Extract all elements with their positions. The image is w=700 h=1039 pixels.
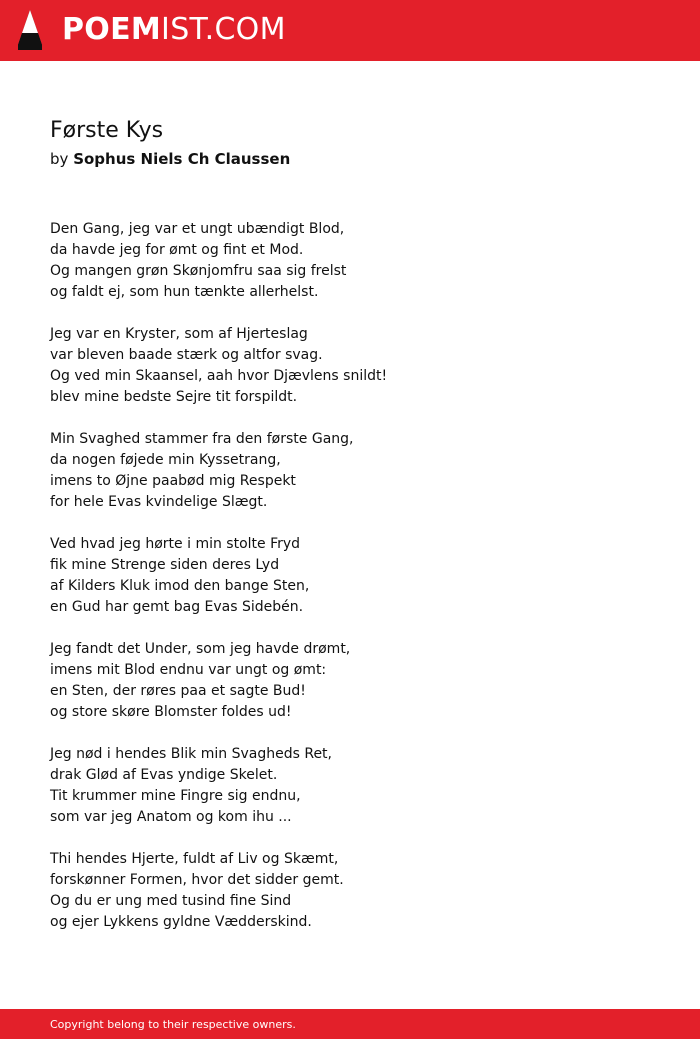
logo-bold-text: POEM [62,12,162,47]
poem-line: Ved hvad jeg hørte i min stolte Fryd [50,536,301,552]
poem-line: en Gud har gemt bag Evas Sidebén. [50,599,304,615]
poem-title: Første Kys [50,118,164,143]
poem-line: Og du er ung med tusind fine Sind [50,893,292,909]
pencil-tip-icon[interactable] [17,9,43,51]
poem-line: og faldt ej, som hun tænkte allerhelst. [50,284,319,300]
poem-stanza [50,219,650,303]
poem-line: Min Svaghed stammer fra den første Gang, [50,431,354,447]
copyright-text: Copyright belong to their respective owners. [50,1018,296,1031]
poem-line: imens to Øjne paabød mig Respekt [50,473,296,489]
author-name: Sophus Niels Ch Claussen [73,150,291,168]
poem-line: da nogen føjede min Kyssetrang, [50,452,281,468]
poem-line: Og mangen grøn Skønjomfru saa sig frelst [50,263,347,279]
poem-stanza [50,744,650,828]
byline [50,149,290,169]
poem-body [50,219,650,954]
poem-line: af Kilders Kluk imod den bange Sten, [50,578,310,594]
poem-line: Jeg var en Kryster, som af Hjerteslag [50,326,308,342]
poem-stanza [50,639,650,723]
poem-line: imens mit Blod endnu var ungt og ømt: [50,662,327,678]
logo-light-text: IST.COM [161,12,286,47]
poem-line: Thi hendes Hjerte, fuldt af Liv og Skæmt, [50,851,339,867]
site-logo[interactable] [62,12,286,48]
poem-line: drak Glød af Evas yndige Skelet. [50,767,278,783]
by-label: by [50,150,69,168]
poem-line: da havde jeg for ømt og fint et Mod. [50,242,304,258]
poem-line: blev mine bedste Sejre tit forspildt. [50,389,298,405]
poem-line: Tit krummer mine Fingre sig endnu, [50,788,301,804]
poem-stanza [50,849,650,933]
poem-line: Jeg nød i hendes Blik min Svagheds Ret, [50,746,332,762]
poem-line: var bleven baade stærk og altfor svag. [50,347,323,363]
site-footer [0,1009,700,1039]
poem-line: for hele Evas kvindelige Slægt. [50,494,268,510]
poem-line: Jeg fandt det Under, som jeg havde drømt, [50,641,351,657]
poem-line: som var jeg Anatom og kom ihu ... [50,809,292,825]
poem-line: og ejer Lykkens gyldne Vædderskind. [50,914,312,930]
poem-stanza [50,324,650,408]
site-header [0,0,700,61]
poem-line: forskønner Formen, hvor det sidder gemt. [50,872,344,888]
poem-stanza [50,429,650,513]
poem-line: Den Gang, jeg var et ungt ubændigt Blod, [50,221,345,237]
poem-line: og store skøre Blomster foldes ud! [50,704,292,720]
poem-line: Og ved min Skaansel, aah hvor Djævlens snildt! [50,368,388,384]
poem-stanza [50,534,650,618]
poem-line: en Sten, der røres paa et sagte Bud! [50,683,306,699]
poem-line: fik mine Strenge siden deres Lyd [50,557,280,573]
